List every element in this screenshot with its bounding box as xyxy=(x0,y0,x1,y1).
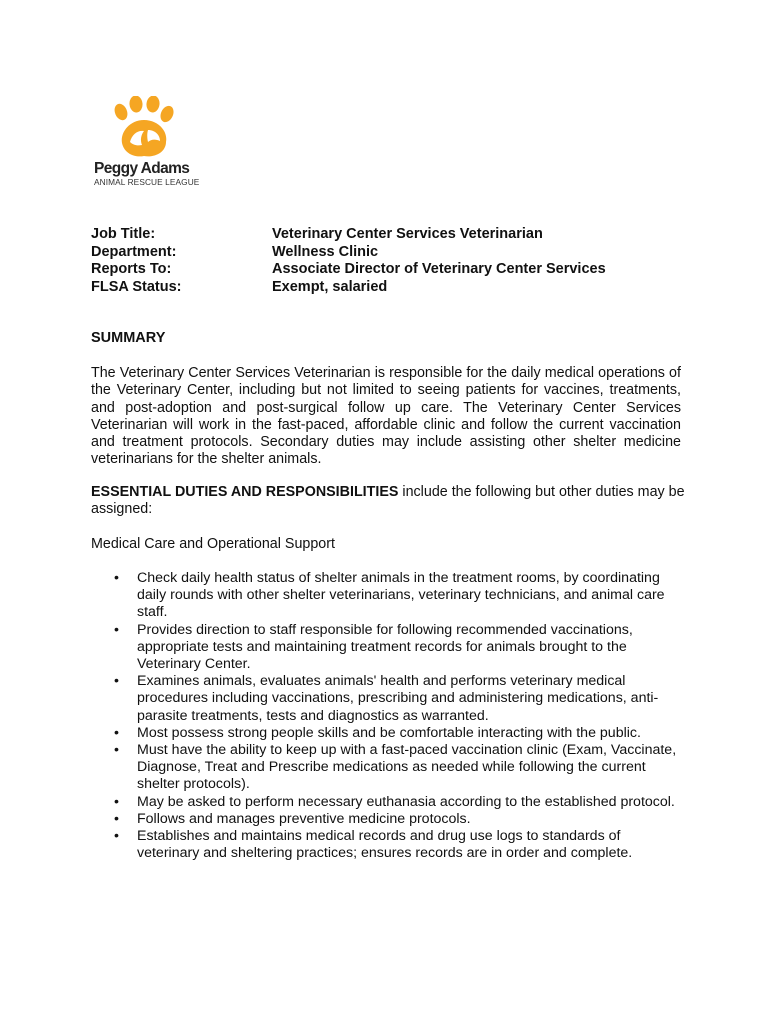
list-item: • Follows and manages preventive medicine protocols. xyxy=(112,811,686,828)
duties-intro xyxy=(91,484,691,519)
logo-name: Peggy Adams xyxy=(94,160,190,177)
duties-heading: ESSENTIAL DUTIES AND RESPONSIBILITIES xyxy=(91,484,399,500)
field-label: Reports To: xyxy=(91,261,172,277)
subsection-title: Medical Care and Operational Support xyxy=(91,536,335,552)
logo xyxy=(92,96,202,192)
field-label: Department: xyxy=(91,243,177,260)
list-item: • Examines animals, evaluates animals' health and performs veterinary medical procedures including vaccinations, prescribing and administering medications, anti-parasite treatments, tests and diagnostics as warranted. xyxy=(112,673,686,725)
duties-list xyxy=(112,570,686,862)
field-row-department xyxy=(91,244,606,262)
field-value: Veterinary Center Services Veterinarian xyxy=(272,226,543,242)
duties-heading-suffix: include the following but other duties may be assigned: xyxy=(91,484,685,518)
list-item: • Check daily health status of shelter animals in the treatment rooms, by coordinating daily rounds with other shelter veterinarians, veterinary technicians, and animal care staff. xyxy=(112,570,686,622)
field-value: Wellness Clinic xyxy=(272,243,379,260)
list-item: • Most possess strong people skills and be comfortable interacting with the public. xyxy=(112,725,686,742)
field-label: FLSA Status: xyxy=(91,278,182,295)
field-row-flsa-status xyxy=(91,279,606,297)
list-item: • Must have the ability to keep up with a fast-paced vaccination clinic (Exam, Vaccinate, Diagnose, Treat and Prescribe medications as needed while following the current shelter protocols). xyxy=(112,742,686,794)
list-item: • Provides direction to staff responsible for following recommended vaccinations, appropriate tests and maintaining treatment records for animals brought to the Veterinary Center. xyxy=(112,622,686,674)
field-value: Associate Director of Veterinary Center Services xyxy=(272,261,606,277)
logo-subtitle: ANIMAL RESCUE LEAGUE xyxy=(94,177,200,187)
list-item: • Establishes and maintains medical records and drug use logs to standards of veterinary and sheltering practices; ensures records are in order and complete. xyxy=(112,828,686,862)
summary-text: The Veterinary Center Services Veterinarian is responsible for the daily medical operations of the Veterinary Center, including but not limited to seeing patients for vaccines, treatments, and post-adoption and post-surgical follow up care. The Veterinary Center Services Veterinarian will work in the fast-paced, affordable clinic and follow the current vaccination and treatment protocols. Secondary duties may include assisting other shelter medicine veterinarians for the shelter animals. xyxy=(91,365,681,468)
field-row-job-title xyxy=(91,226,606,244)
field-value: Exempt, salaried xyxy=(272,278,388,295)
job-fields xyxy=(91,226,606,296)
paw-logo-icon xyxy=(108,96,180,162)
field-row-reports-to xyxy=(91,261,606,279)
summary-title: SUMMARY xyxy=(91,330,166,346)
list-item: • May be asked to perform necessary euthanasia according to the established protocol. xyxy=(112,794,686,811)
field-label: Job Title: xyxy=(91,226,156,242)
